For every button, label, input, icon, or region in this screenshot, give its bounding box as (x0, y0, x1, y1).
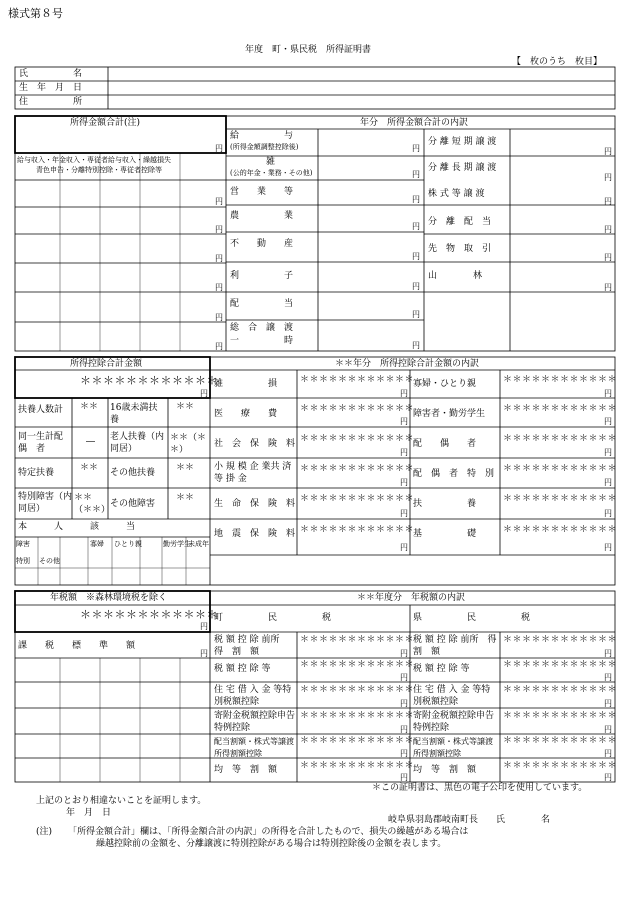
yen-mark: 円 (215, 283, 223, 292)
ded-item-basic: 基 礎 (413, 529, 477, 539)
yen-mark: 円 (400, 417, 408, 426)
yen-mark: 円 (604, 725, 612, 734)
ded-value-casualty: ＊＊＊＊＊＊＊＊＊＊＊＊ (300, 375, 415, 385)
ded-item-widow: 寡婦・ひとり親 (413, 379, 477, 389)
pref-item-before-credit: 税 額 控 除 前所 得 割 額 (413, 635, 506, 658)
tax-item-housing: 住 宅 借 入 金 等特別税額控除 (214, 685, 292, 708)
pref-tax-label: 県 民 税 (413, 613, 531, 623)
ded-value-life: ＊＊＊＊＊＊＊＊＊＊＊＊ (300, 494, 415, 504)
yen-mark: 円 (215, 254, 223, 263)
dep-other-disabled-value: ＊＊ (176, 493, 195, 503)
yen-mark: 円 (604, 509, 612, 518)
yen-mark: 円 (604, 283, 612, 292)
dep-under16-value: ＊＊ (176, 402, 195, 412)
pref-value-4: ＊＊＊＊＊＊＊＊＊＊＊＊ (503, 711, 618, 721)
pref-value-2: ＊＊＊＊＊＊＊＊＊＊＊＊ (503, 660, 618, 670)
yen-mark: 円 (400, 773, 408, 782)
yen-mark: 円 (412, 282, 420, 291)
dep-elderly-label: 老人扶養（内同居） (110, 432, 165, 455)
pref-value-5: ＊＊＊＊＊＊＊＊＊＊＊＊ (503, 736, 618, 746)
yen-mark: 円 (200, 649, 208, 658)
yen-mark: 円 (400, 509, 408, 518)
yen-mark: 円 (604, 147, 612, 156)
income-total-note-1: 給与収入・年金収入・専従者給与収入・繰越損失 (17, 156, 171, 164)
tax-breakdown-header: ＊＊年度分 年税額の内訳 (357, 593, 466, 603)
ded-item-earthquake: 地 震 保 険 料 (214, 529, 296, 539)
ded-value-basic: ＊＊＊＊＊＊＊＊＊＊＊＊ (503, 525, 618, 535)
income-item-sep-short: 分 離 短 期 譲 渡 (428, 137, 497, 147)
yen-mark: 円 (604, 749, 612, 758)
income-item-dividend: 配 当 (230, 299, 294, 309)
income-item-stock: 株 式 等 譲 渡 (428, 189, 485, 199)
dep-other-value: ＊＊ (176, 463, 195, 473)
tax-total-value: ＊＊＊＊＊＊＊＊＊＊＊＊ (80, 608, 218, 621)
dep-special-disabled-label: 特別障害（内同居） (18, 492, 73, 515)
yen-mark: 円 (604, 417, 612, 426)
yen-mark: 円 (200, 389, 208, 398)
dep-specified-value: ＊＊ (80, 463, 99, 473)
pref-item-credit: 税 額 控 除 等 (413, 664, 470, 674)
ded-item-life-insurance: 生 命 保 険 料 (214, 499, 296, 509)
yen-mark: 円 (200, 622, 208, 631)
pref-item-donation: 寄附金税額控除申告特例控除 (413, 711, 495, 734)
town-tax-label: 町 民 税 (214, 613, 332, 623)
yen-mark: 円 (604, 173, 612, 182)
certify-date: 年 月 日 (66, 808, 112, 818)
town-value-3: ＊＊＊＊＊＊＊＊＊＊＊＊ (300, 685, 415, 695)
yen-mark: 円 (215, 197, 223, 206)
taxable-label: 課 税 標 準 額 (18, 641, 136, 651)
yen-mark: 円 (412, 144, 420, 153)
dep-total-label: 扶養人数計 (18, 405, 64, 415)
ded-item-small-business: 小 規 模 企 業共 済 等 掛 金 (214, 462, 292, 484)
ded-value-spouse-special: ＊＊＊＊＊＊＊＊＊＊＊＊ (503, 464, 618, 474)
honnin-col-disabled: 障害 (16, 540, 30, 548)
yen-mark: 円 (400, 478, 408, 487)
honnin-label: 本 人 該 当 (18, 522, 136, 532)
income-total-note-2: 青色申告・分離特別控除・専従者控除等 (36, 166, 162, 174)
income-item-salary: 給 与 (230, 131, 294, 141)
dep-spouse-label: 同一生計配 偶 者 (18, 432, 73, 455)
yen-mark: 円 (412, 222, 420, 231)
yen-mark: 円 (215, 313, 223, 322)
income-item-salary-sub: (所得金額調整控除後) (230, 143, 299, 151)
yen-mark: 円 (215, 225, 223, 234)
ded-value-dependent: ＊＊＊＊＊＊＊＊＊＊＊＊ (503, 494, 618, 504)
tax-item-credit: 税 額 控 除 等 (214, 664, 271, 674)
income-item-misc-sub: (公的年金・業務・その他) (230, 169, 313, 177)
pref-value-3: ＊＊＊＊＊＊＊＊＊＊＊＊ (503, 685, 618, 695)
yen-mark: 円 (400, 725, 408, 734)
yen-mark: 円 (412, 341, 420, 350)
income-item-temporary: 一 時 (230, 336, 294, 346)
dep-total-value: ＊＊ (80, 402, 99, 412)
yen-mark: 円 (400, 673, 408, 682)
honnin-col-student: 勤労学生 (163, 540, 191, 548)
ded-item-spouse: 配 偶 者 (413, 439, 477, 449)
income-item-interest: 利 子 (230, 271, 294, 281)
dep-other-disabled-label: その他障害 (110, 499, 156, 509)
income-item-forest: 山 林 (428, 271, 483, 281)
ded-value-widow: ＊＊＊＊＊＊＊＊＊＊＊＊ (503, 375, 618, 385)
yen-mark: 円 (604, 197, 612, 206)
yen-mark: 円 (604, 773, 612, 782)
ded-value-disabled: ＊＊＊＊＊＊＊＊＊＊＊＊ (503, 404, 618, 414)
pref-item-per-capita: 均 等 割 額 (413, 765, 477, 775)
dep-elderly-value: ＊＊（＊＊） (170, 433, 207, 456)
yen-mark: 円 (400, 699, 408, 708)
certify-text: 上記のとおり相違ないことを証明します。 (36, 796, 207, 806)
dep-specified-label: 特定扶養 (18, 468, 55, 478)
ded-value-social: ＊＊＊＊＊＊＊＊＊＊＊＊ (300, 434, 415, 444)
pref-item-housing: 住 宅 借 入 金 等特別税額控除 (413, 685, 491, 708)
tax-item-per-capita: 均 等 割 額 (214, 765, 278, 775)
honnin-col-single-parent: ひとり親 (114, 540, 142, 548)
ded-value-medical: ＊＊＊＊＊＊＊＊＊＊＊＊ (300, 404, 415, 414)
footnote-line-2: 繰越控除前の金額を、分離譲渡に特別控除がある場合は特別控除後の金額を表します。 (96, 839, 447, 849)
issuer: 岐阜県羽島郡岐南町長 氏 名 (388, 815, 551, 825)
birth-label: 生 年 月 日 (19, 83, 83, 93)
income-item-farming: 農 業 (230, 211, 294, 221)
yen-mark: 円 (412, 195, 420, 204)
tax-total-header: 年税額 ※森林環境税を除く (50, 593, 168, 603)
ded-item-casualty: 雑 損 (214, 379, 278, 389)
yen-mark: 円 (604, 389, 612, 398)
yen-mark: 円 (215, 144, 223, 153)
yen-mark: 円 (400, 543, 408, 552)
ded-item-spouse-special: 配 偶 者 特 別 (413, 469, 495, 479)
ded-item-medical: 医 療 費 (214, 409, 278, 419)
yen-mark: 円 (412, 310, 420, 319)
income-item-futures: 先 物 取 引 (428, 244, 492, 254)
income-breakdown-header: 年分 所得金額合計の内訳 (360, 118, 469, 128)
ded-item-social-insurance: 社 会 保 険 料 (214, 439, 296, 449)
town-value-6: ＊＊＊＊＊＊＊＊＊＊＊＊ (300, 761, 415, 771)
honnin-col-widow: 寡婦 (90, 540, 104, 548)
pref-value-6: ＊＊＊＊＊＊＊＊＊＊＊＊ (503, 761, 618, 771)
pref-item-dividend: 配当割額・株式等譲渡所得割額控除 (413, 737, 493, 758)
town-value-1: ＊＊＊＊＊＊＊＊＊＊＊＊ (300, 635, 415, 645)
income-item-realestate: 不 動 産 (230, 239, 294, 249)
town-value-4: ＊＊＊＊＊＊＊＊＊＊＊＊ (300, 711, 415, 721)
yen-mark: 円 (400, 389, 408, 398)
town-value-2: ＊＊＊＊＊＊＊＊＊＊＊＊ (300, 660, 415, 670)
dep-under16-label: 16歳未満扶 養 (110, 403, 176, 425)
yen-mark: 円 (604, 673, 612, 682)
income-item-misc: 雑 (266, 157, 276, 167)
form-number: 様式第８号 (8, 7, 63, 20)
honnin-col-special: 特別 (16, 557, 30, 565)
yen-mark: 円 (400, 749, 408, 758)
honnin-col-other: その他 (39, 557, 60, 565)
tax-item-donation: 寄附金税額控除申告特例控除 (214, 711, 296, 734)
page-title: 年度 町・県民税 所得証明書 (245, 45, 372, 55)
dep-spouse-value: ― (86, 437, 95, 447)
town-value-5: ＊＊＊＊＊＊＊＊＊＊＊＊ (300, 736, 415, 746)
yen-mark: 円 (604, 478, 612, 487)
income-item-business: 営 業 等 (230, 187, 294, 197)
yen-mark: 円 (604, 649, 612, 658)
ded-value-spouse: ＊＊＊＊＊＊＊＊＊＊＊＊ (503, 434, 618, 444)
ded-value-earthquake: ＊＊＊＊＊＊＊＊＊＊＊＊ (300, 525, 415, 535)
deduction-total-header: 所得控除合計金額 (70, 359, 143, 369)
name-label: 氏 名 (19, 69, 83, 79)
yen-mark: 円 (604, 448, 612, 457)
tax-item-dividend: 配当割額・株式等譲渡所得割額控除 (214, 737, 294, 758)
ded-value-small: ＊＊＊＊＊＊＊＊＊＊＊＊ (300, 464, 415, 474)
income-total-header: 所得金額合計(注) (70, 118, 141, 128)
yen-mark: 円 (604, 225, 612, 234)
income-item-transfer: 総 合 譲 渡 (230, 323, 294, 333)
dep-special-disabled-value: ＊＊（＊＊） (74, 493, 111, 516)
honnin-col-minor: 未成年 (188, 540, 209, 548)
yen-mark: 円 (604, 543, 612, 552)
tax-item-before-credit: 税 額 控 除 前所 得 割 額 (214, 635, 289, 658)
yen-mark: 円 (400, 649, 408, 658)
income-item-sep-dividend: 分 離 配 当 (428, 217, 492, 227)
deduction-total-value: ＊＊＊＊＊＊＊＊＊＊＊＊ (80, 374, 218, 387)
address-label: 住 所 (19, 97, 83, 107)
page-count: 【 枚のうち 枚目】 (512, 57, 603, 67)
income-item-sep-long: 分 離 長 期 譲 渡 (428, 163, 497, 173)
deduction-breakdown-header: ＊＊年分 所得控除合計金額の内訳 (335, 359, 480, 369)
footnote-line-1: 「所得金額合計」欄は、「所得金額合計の内訳」の所得を合計したもので、損失の繰越がある場合は (68, 827, 469, 837)
dep-other-label: その他扶養 (110, 468, 156, 478)
yen-mark: 円 (400, 448, 408, 457)
ded-item-disabled: 障害者・勤労学生 (413, 409, 486, 419)
yen-mark: 円 (412, 252, 420, 261)
yen-mark: 円 (604, 699, 612, 708)
yen-mark: 円 (604, 253, 612, 262)
pref-value-1: ＊＊＊＊＊＊＊＊＊＊＊＊ (503, 635, 618, 645)
seal-note: ＊この証明書は、黒色の電子公印を使用しています。 (372, 783, 588, 793)
footnote-label: (注) (36, 827, 53, 837)
yen-mark: 円 (215, 342, 223, 351)
ded-item-dependent: 扶 養 (413, 499, 477, 509)
yen-mark: 円 (412, 170, 420, 179)
